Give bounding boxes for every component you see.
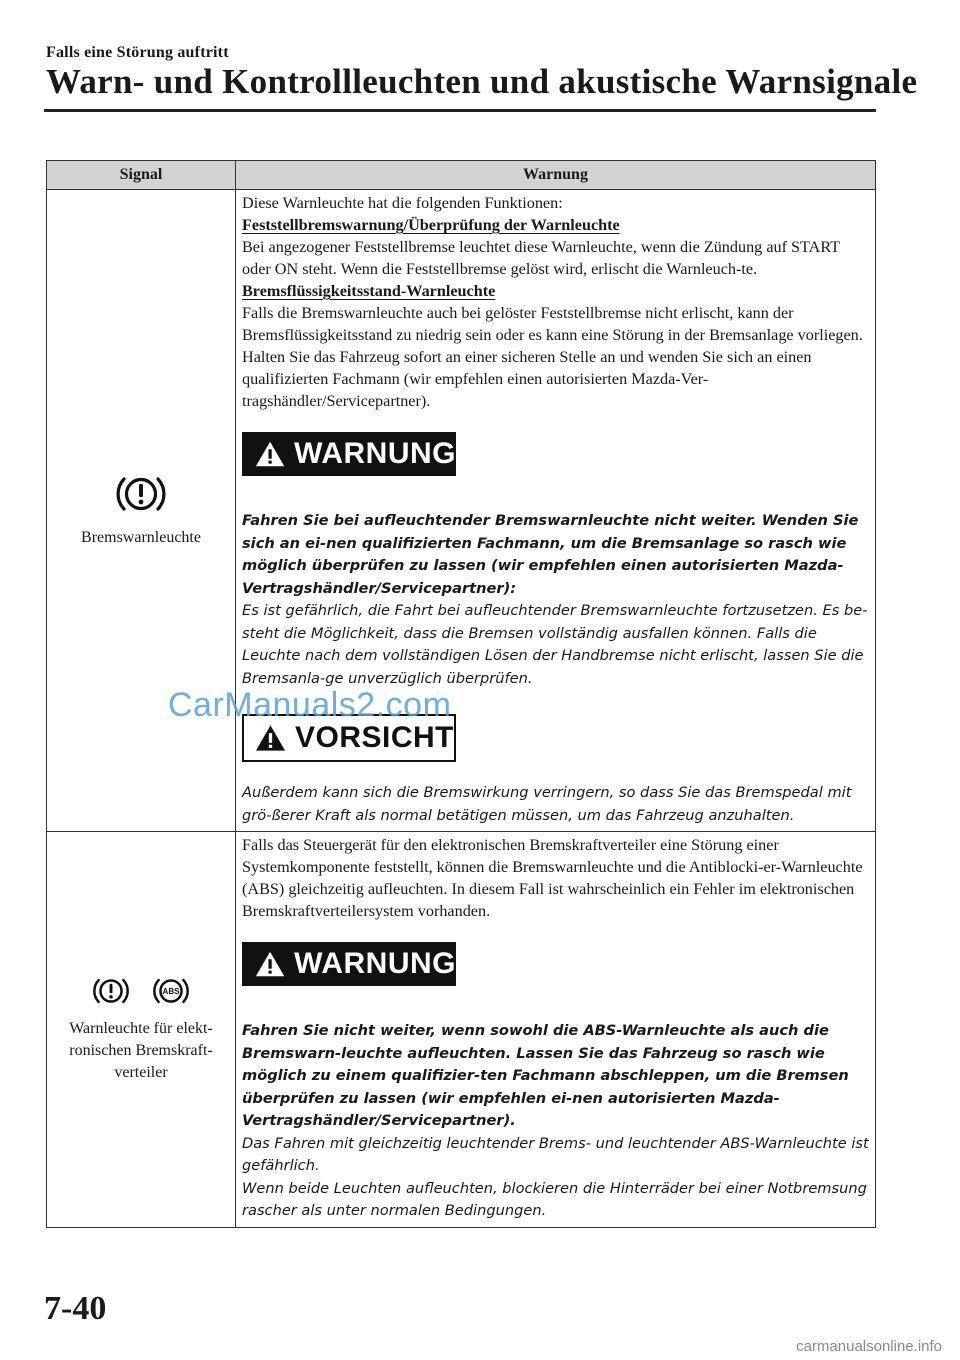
warning-text: Das Fahren mit gleichzeitig leuchtender Brems- und leuchtender ABS-Warnleuchte ist gefährlich. (242, 1134, 869, 1174)
warning-triangle-icon (254, 949, 286, 979)
column-header-warning: Warnung (236, 161, 876, 190)
intro-text: Diese Warnleuchte hat die folgenden Funktionen: (242, 194, 563, 212)
table-header-row (47, 161, 876, 190)
warning-cell (236, 190, 876, 832)
signal-label: Warnleuchte für elekt-ronischen Bremskraft-verteiler (69, 1019, 213, 1081)
table-row (47, 190, 876, 832)
signal-cell (47, 190, 236, 832)
caution-badge-label: VORSICHT (294, 721, 454, 754)
body-text: Bei angezogener Feststellbremse leuchtet diese Warnleuchte, wenn die Zündung auf START oder ON steht. Wenn die Feststellbremse gelöst wird, erlischt die Warnleuch-te. (242, 238, 840, 278)
footer-watermark: carmanualsonline.info (796, 1338, 942, 1355)
table-row (47, 832, 876, 1228)
caution-triangle-icon (254, 723, 287, 753)
signal-cell (47, 832, 236, 1228)
warning-badge-label: WARNUNG (294, 947, 456, 980)
column-header-signal: Signal (47, 161, 236, 190)
warning-badge (242, 942, 456, 986)
warning-badge-label: WARNUNG (294, 437, 456, 470)
title-divider (44, 109, 876, 112)
signal-label: Bremswarnleuchte (81, 529, 201, 546)
brake-warning-icon (89, 975, 133, 1014)
warning-text: Wenn beide Leuchten aufleuchten, blockieren die Hinterräder bei einer Notbremsung rascher als unter normalen Bedingungen. (242, 1179, 867, 1219)
warning-cell (236, 832, 876, 1228)
subheading: Feststellbremswarnung/Überprüfung der Warnleuchte (242, 216, 620, 234)
caution-text: Außerdem kann sich die Bremswirkung verringern, so dass Sie das Bremspedal mit grö-ßerer Kraft als normal betätigen müssen, um das Fahrzeug anzuhalten. (242, 784, 852, 824)
watermark: CarManuals2.com (168, 686, 452, 724)
abs-warning-icon (149, 975, 193, 1014)
abs-icon-text: ABS (162, 986, 180, 996)
intro-text: Falls das Steuergerät für den elektronischen Bremskraftverteiler eine Störung einer Systemkomponente feststellt, können die Bremswarnleuchte und die Antiblocki-er-Warnleuchte (ABS) gleichzeitig aufleuchten. In diesem Fall ist wahrscheinlich ein Fehler im elektronischen Bremskraftverteilersystem vorhanden. (242, 836, 863, 920)
warning-text: Es ist gefährlich, die Fahrt bei aufleuchtender Bremswarnleuchte fortzusetzen. Es be-steht die Möglichkeit, dass die Bremsen vollständig ausfallen können. Falls die Leuchte nach dem vollständigen Lösen der Handbremse nicht erlischt, lassen Sie die Bremsanla-ge unverzüglich überprüfen. (242, 602, 868, 687)
brake-warning-icon (112, 472, 170, 523)
warning-triangle-icon (254, 439, 286, 469)
page-number: 7-40 (44, 1290, 107, 1327)
warning-bold-text: Fahren Sie nicht weiter, wenn sowohl die ABS-Warnleuchte als auch die Bremswarn-leuchte aufleuchten. Lassen Sie das Fahrzeug so rasch wie möglich zu einem qualifizier-ten Fachmann abschleppen, um die Bremsen überprüfen zu lassen (wir empfehlen ei-nen autorisierten Mazda-Vertragshändler/Servicepartner). (242, 1022, 849, 1129)
body-text: Falls die Bremswarnleuchte auch bei gelöster Feststellbremse nicht erlischt, kann der Bremsflüssigkeitsstand zu niedrig sein oder es kann eine Störung in der Bremsanlage vorliegen. Halten Sie das Fahrzeug sofort an einer sicheren Stelle an und wenden Sie sich an einen qualifizierten Fachmann (wir empfehlen einen autorisierten Mazda-Ver-tragshändler/Servicepartner). (242, 304, 863, 410)
page-title: Warn- und Kontrollleuchten und akustische Warnsignale (46, 62, 918, 101)
warning-badge (242, 432, 456, 476)
subheading: Bremsflüssigkeitsstand-Warnleuchte (242, 282, 496, 300)
section-title: Falls eine Störung auftritt (46, 44, 229, 61)
warning-bold-text: Fahren Sie bei aufleuchtender Bremswarnleuchte nicht weiter. Wenden Sie sich an ei-nen qualifizierten Fachmann, um die Bremsanlage so rasch wie möglich überprüfen zu lassen (wir empfehlen einen autorisierten Mazda-Vertragshändler/Servicepartner): (242, 512, 859, 597)
